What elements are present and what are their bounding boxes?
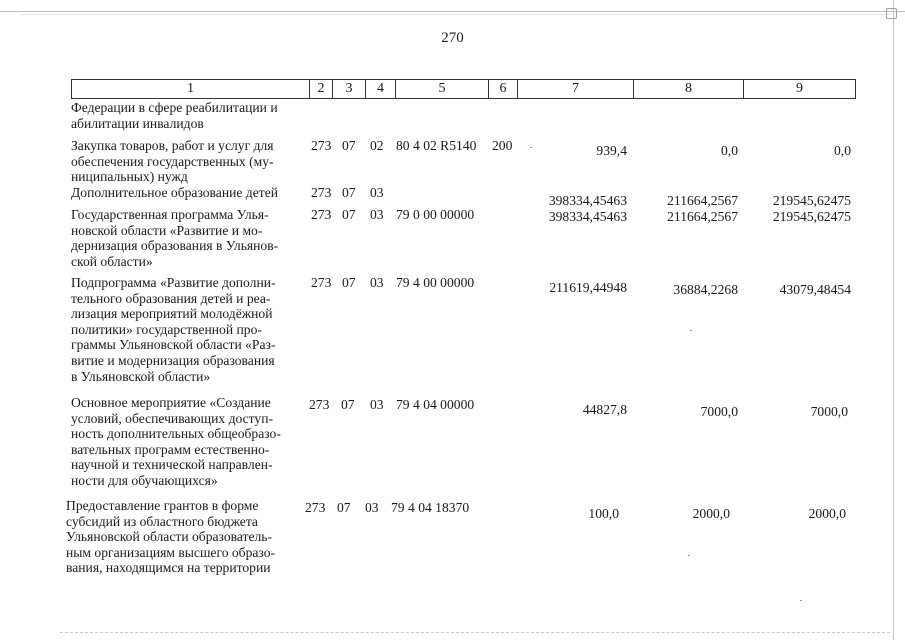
scan-edge-bottom: [60, 632, 890, 633]
cell-section: 07: [342, 275, 356, 290]
cell-target-article: 79 4 04 00000: [396, 397, 475, 412]
cell-section: 07: [337, 500, 351, 515]
cell-subsection: 03: [370, 397, 384, 412]
cell-amount-col7: 398334,45463: [548, 209, 627, 224]
scan-edge-top: [0, 11, 905, 12]
cell-admin-code: 273: [309, 397, 330, 412]
row-description-line: дернизация образования в Ульянов-: [71, 238, 279, 254]
row-description-line: ности для обучающихся»: [71, 472, 218, 488]
row-description-line: Закупка товаров, работ и услуг для: [71, 138, 274, 153]
scan-speck: [690, 330, 692, 331]
row-description-line: Основное мероприятие «Создание: [71, 395, 271, 410]
row-description-line: Государственная программа Улья-: [71, 207, 269, 222]
cell-subsection: 03: [365, 500, 379, 515]
row-description: [71, 138, 306, 185]
cell-amount-col8: 211664,2567: [667, 209, 738, 224]
cell-admin-code: 273: [311, 207, 332, 222]
cell-amount-col8: 36884,2268: [673, 282, 738, 297]
cell-section: 07: [342, 207, 356, 222]
cell-amount-col9: 2000,0: [808, 506, 846, 521]
row-description-line: субсидий из областного бюджета: [66, 513, 258, 529]
row-description: [71, 207, 306, 269]
row-description-line: ным организациям высшего образо-: [66, 544, 276, 560]
cell-amount-col7: 44827,8: [582, 402, 627, 417]
cell-amount-col7: 939,4: [596, 143, 627, 158]
row-description-line: Предоставление грантов в форме: [66, 498, 259, 513]
cell-target-article: 79 0 00 00000: [396, 207, 475, 222]
page-number: 270: [441, 30, 464, 46]
row-description-line: обеспечения государственных (му-: [71, 153, 274, 169]
scan-edge-right: [893, 0, 894, 640]
row-description-line: Дополнительное образование детей: [71, 185, 279, 200]
row-description-line: вания, находящимся на территории: [66, 560, 271, 576]
cell-amount-col9: 219545,62475: [772, 209, 851, 224]
cell-subsection: 03: [370, 275, 384, 290]
column-header-6: 6: [488, 79, 518, 99]
cell-amount-col9: 43079,48454: [779, 282, 851, 297]
row-description-line: тельного образования детей и реа-: [71, 290, 271, 306]
cell-amount-col7: 211619,44948: [549, 280, 627, 295]
row-description-line: витие и модернизация образования: [71, 352, 275, 368]
cell-amount-col9: 0,0: [834, 143, 851, 158]
row-description: [71, 395, 306, 489]
row-description: [66, 498, 301, 576]
scan-corner-mark: [886, 8, 897, 19]
row-description-line: абилитации инвалидов: [71, 115, 204, 131]
column-header-8: 8: [633, 79, 744, 99]
row-description-line: политики» государственной про-: [71, 321, 262, 337]
cell-section: 07: [342, 138, 356, 153]
cell-amount-col8: 7000,0: [700, 404, 738, 419]
scan-edge-top-inner: [20, 14, 890, 15]
row-description-line: вательных программ естественно-: [71, 441, 270, 457]
cell-admin-code: 273: [305, 500, 326, 515]
cell-expense-type: 200: [492, 138, 513, 153]
column-header-3: 3: [332, 79, 366, 99]
row-description-line: Подпрограмма «Развитие дополни-: [71, 275, 276, 290]
cell-amount-col8: 211664,2567: [667, 193, 738, 208]
row-description-line: граммы Ульяновской области «Раз-: [71, 337, 276, 353]
column-header-4: 4: [365, 79, 396, 99]
cell-amount-col8: 2000,0: [692, 506, 730, 521]
cell-subsection: 03: [370, 185, 384, 200]
scan-speck: [688, 555, 690, 556]
cell-section: 07: [341, 397, 355, 412]
row-description: [71, 185, 306, 201]
row-description-line: ской области»: [71, 253, 153, 269]
cell-amount-col9: 7000,0: [810, 404, 848, 419]
column-header-7: 7: [517, 79, 634, 99]
cell-admin-code: 273: [311, 185, 332, 200]
cell-admin-code: 273: [311, 138, 332, 153]
row-description-line: в Ульяновской области»: [71, 368, 211, 384]
cell-admin-code: 273: [311, 275, 332, 290]
column-header-1: 1: [71, 79, 310, 99]
cell-subsection: 03: [370, 207, 384, 222]
cell-amount-col7: 398334,45463: [548, 193, 627, 208]
column-header-2: 2: [309, 79, 333, 99]
cell-section: 07: [342, 185, 356, 200]
cell-target-article: 80 4 02 R5140: [396, 138, 477, 153]
row-description-line: ниципальных) нужд: [71, 169, 188, 185]
row-description-line: ность дополнительных общеобразо-: [71, 426, 281, 442]
cell-amount-col9: 219545,62475: [772, 193, 851, 208]
row-description: [71, 275, 306, 384]
cell-target-article: 79 4 00 00000: [396, 275, 475, 290]
cell-amount-col8: 0,0: [721, 143, 738, 158]
scan-speck: [800, 600, 802, 601]
column-header-5: 5: [395, 79, 489, 99]
row-description-line: лизация мероприятий молодёжной: [71, 306, 273, 322]
column-header-9: 9: [743, 79, 856, 99]
cell-amount-col7: 100,0: [588, 506, 619, 521]
cell-subsection: 02: [370, 138, 384, 153]
row-description-line: условий, обеспечивающих доступ-: [71, 410, 274, 426]
cell-target-article: 79 4 04 18370: [391, 500, 470, 515]
row-description-line: Ульяновской области образователь-: [66, 529, 273, 545]
row-description: [71, 100, 306, 131]
row-description-line: Федерации в сфере реабилитации и: [71, 100, 278, 115]
row-description-line: научной и технической направлен-: [71, 457, 273, 473]
row-description-line: новской области «Развитие и мо-: [71, 222, 263, 238]
